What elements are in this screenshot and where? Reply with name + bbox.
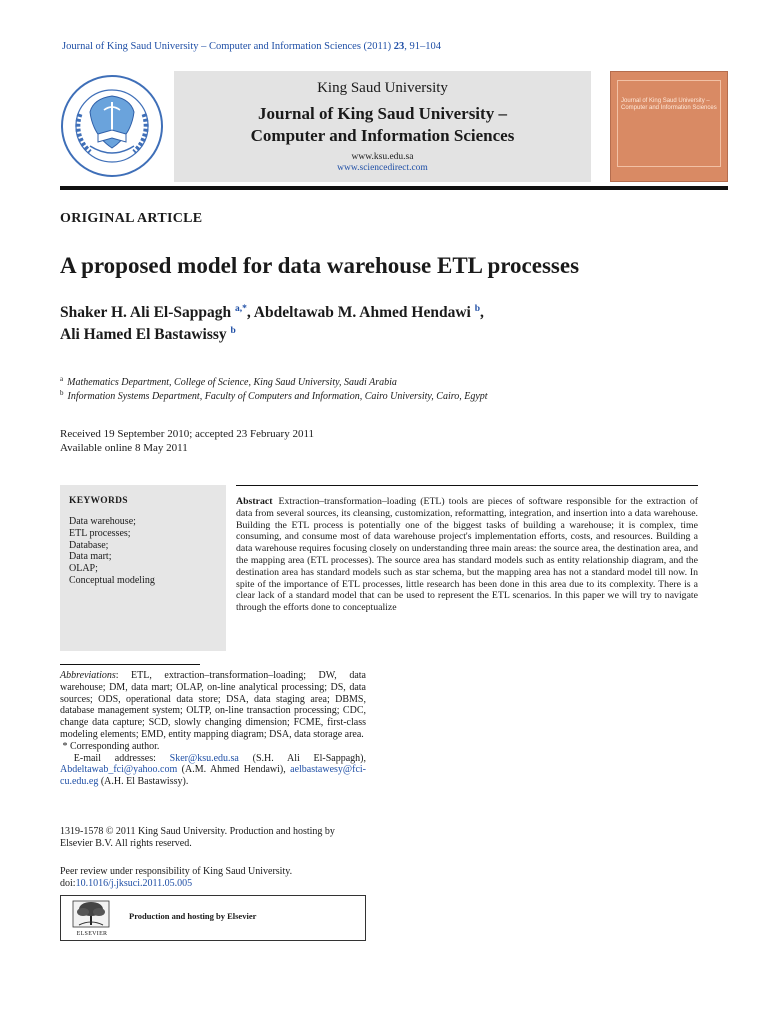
abbreviations-text: : ETL, extraction–transformation–loading; DW, data warehouse; DM, data mart; OLAP, on-line analytical processing; DS, data sources; ODS, operational data store; DSA, data staging area; DBMS, database management system; OLTP, on-line transaction processing; CDC, change data capture; SCD, slowly changing dimension; FCME, first-class modeling elements; EMD, entity mapping diagram; DSA, data storage area. <box>60 670 366 740</box>
cover-title: Journal of King Saud University – Computer and Information Sciences <box>621 98 717 111</box>
author-affiliation-mark[interactable]: a,* <box>235 303 247 314</box>
author-separator: , <box>246 304 254 321</box>
cover-frame <box>617 80 721 167</box>
copyright-notice: 1319-1578 © 2011 King Saud University. Production and hosting by Elsevier B.V. All rights reserved. <box>60 826 335 849</box>
keyword-item: OLAP; <box>69 563 98 575</box>
authors-line-2 <box>60 326 236 344</box>
ksu-url-link[interactable]: www.ksu.edu.sa <box>351 152 414 162</box>
email-owner: (S.H. Ali El-Sappagh), <box>238 752 367 764</box>
author-affiliation-mark[interactable]: b <box>474 303 480 314</box>
keywords-list <box>69 516 155 587</box>
article-type: ORIGINAL ARTICLE <box>60 211 203 226</box>
abbreviations-label: Abbreviations <box>60 670 116 681</box>
peer-review-text: Peer review under responsibility of King Saud University. <box>60 866 293 877</box>
footnotes <box>60 670 366 788</box>
abbreviations-note <box>60 670 366 741</box>
email-link[interactable]: aelbastawesy@fci-cu.edu.eg <box>60 764 366 788</box>
corresponding-author-note: * Corresponding author. <box>60 740 160 752</box>
journal-cover-thumbnail <box>610 71 728 182</box>
peer-review-note <box>60 866 366 890</box>
journal-title-line2: Computer and Information Sciences <box>250 126 515 145</box>
affiliation-mark: a <box>60 374 64 383</box>
abstract-text: Extraction–transformation–loading (ETL) tools are pieces of software responsible for the extraction of data from several sources, its cleansing, customization, reformatting, integration, and insertion into a data warehouse. Building the ETL process is potentially one of the biggest tasks of building a warehouse; it is complex, time consuming, and consume most of data warehouse project's implementation efforts, costs, and resources. Building a data warehouse requires focusing closely on understanding three main areas: the source area, the destination area, and the mapping area (ETL processes). The source area has standard models such as entity relationship diagram, and the destination area has standard models such as star schema, but the mapping area has not a standard model till now. In spite of the importance of ETL processes, little research has been done in this area due to its complexity. There is a clear lack of a standard model that can be used to represent the ETL scenarios. In this paper we will try to navigate through the efforts done to conceptualize <box>236 496 698 614</box>
keyword-item: ETL processes; <box>69 527 131 539</box>
footnote-divider <box>60 664 200 665</box>
author-name[interactable]: Abdeltawab M. Ahmed Hendawi <box>253 304 475 321</box>
author-name[interactable]: Ali Hamed El Bastawissy <box>60 326 231 343</box>
citation-text: Journal of King Saud University – Computer and Information Sciences (2011) <box>62 41 394 52</box>
email-owner: (A.H. El Bastawissy). <box>98 776 189 788</box>
keyword-item: Conceptual modeling <box>69 574 155 586</box>
doi-link[interactable]: 10.1016/j.jksuci.2011.05.005 <box>75 878 193 889</box>
received-dates: Received 19 September 2010; accepted 23 February 2011 <box>60 428 315 440</box>
sciencedirect-url-link[interactable]: www.sciencedirect.com <box>337 163 428 173</box>
abstract <box>236 496 698 614</box>
author-separator: , <box>480 304 484 321</box>
author-name[interactable]: Shaker H. Ali El-Sappagh <box>60 304 236 321</box>
available-online-date: Available online 8 May 2011 <box>60 442 188 454</box>
affiliation-b <box>60 388 488 402</box>
citation-volume: 23 <box>393 41 405 52</box>
corresponding-author-text: Corresponding author. <box>70 740 160 752</box>
banner-divider <box>60 186 728 190</box>
doi-prefix: doi: <box>60 878 76 889</box>
affiliation-a <box>60 374 397 388</box>
doi-line <box>60 878 366 890</box>
journal-title-line1: Journal of King Saud University – <box>258 104 507 123</box>
affiliation-text: Mathematics Department, College of Science, King Saud University, Saudi Arabia <box>67 377 397 388</box>
authors-line-1 <box>60 304 484 322</box>
email-label: E-mail addresses: <box>73 752 170 764</box>
email-link[interactable]: Abdeltawab_fci@yahoo.com <box>60 764 178 776</box>
citation-pages: , 91–104 <box>404 41 442 52</box>
email-addresses-note <box>60 753 366 788</box>
elsevier-wordmark: ELSEVIER <box>76 931 108 937</box>
king-saud-university-seal-icon <box>60 74 164 178</box>
email-owner: (A.M. Ahmed Hendawi), <box>177 764 291 776</box>
affiliation-mark: b <box>60 388 64 397</box>
journal-citation[interactable] <box>62 41 441 52</box>
keyword-item: Data mart; <box>69 551 112 563</box>
elsevier-hosting-box <box>60 895 366 941</box>
keyword-item: Database; <box>69 539 109 551</box>
abstract-label: Abstract <box>236 496 273 507</box>
author-affiliation-mark[interactable]: b <box>230 325 236 336</box>
affiliation-text: Information Systems Department, Faculty of Computers and Information, Cairo University, Cairo, Egypt <box>67 391 488 402</box>
article-title: A proposed model for data warehouse ETL processes <box>60 253 580 278</box>
university-name: King Saud University <box>317 80 448 96</box>
keyword-item: Data warehouse; <box>69 516 136 527</box>
email-link[interactable]: Sker@ksu.edu.sa <box>169 752 239 764</box>
keywords-heading: KEYWORDS <box>69 496 128 506</box>
elsevier-hosting-text: Production and hosting by Elsevier <box>129 911 257 921</box>
abstract-divider <box>236 485 698 486</box>
